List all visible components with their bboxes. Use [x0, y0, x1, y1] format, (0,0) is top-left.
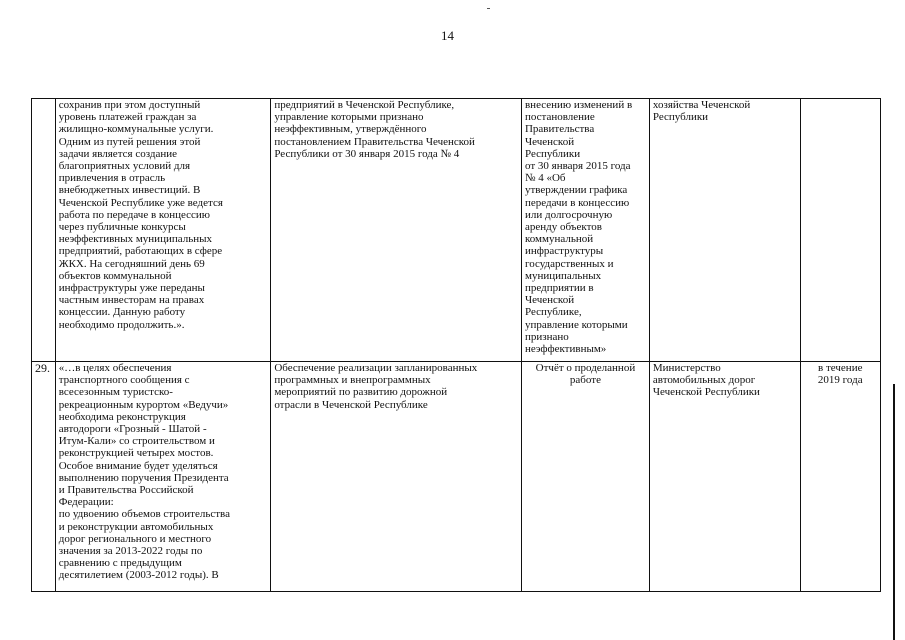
form-text: внесению изменений в постановление Правительства Чеченской Республики от 30 января 2015 года № 4 «Об утверждении графика передачи в концессию или долгосрочную аренду объектов коммунальной инфраструктуры государственных и муниципальных предприятии в Чеченской Республике, управление которыми признано неэффективным» — [524, 99, 633, 356]
event-cell — [271, 362, 522, 592]
event-text: предприятий в Чеченской Республике, управление которыми признано неэффективным, утверждённого постановлением Правительства Чеченской Республики от 30 января 2015 года № 4 — [274, 99, 475, 160]
term-text: в течение 2019 года — [817, 362, 863, 387]
responsible-text: Министерство автомобильных дорог Чеченской Республики — [652, 362, 760, 399]
responsible-cell — [649, 362, 800, 592]
term-cell — [800, 362, 881, 592]
row-number-cell — [32, 362, 56, 592]
form-cell — [521, 362, 649, 592]
term-cell — [800, 99, 881, 362]
event-text: Обеспечение реализации запланированных программных и внепрограммных мероприятий по развитию дорожной отрасли в Чеченской Республике — [274, 362, 478, 411]
form-cell — [521, 99, 649, 362]
quote-cell — [55, 99, 271, 362]
page-number: 14 — [441, 28, 454, 43]
row-number: 29. — [35, 361, 50, 375]
form-text: Отчёт о проделанной работе — [535, 362, 636, 387]
scan-edge-mark — [893, 384, 895, 640]
responsible-text: хозяйства Чеченской Республики — [652, 99, 751, 124]
table-row — [32, 362, 881, 592]
scan-mark — [487, 8, 490, 9]
quote-text: «…в целях обеспечения транспортного сообщения с всесезонным туристско- рекреационным курортом «Ведучи» необходима реконструкция автодороги «Грозный - Шатой - Итум-Кали» со строительством и реконструкцией четырех мостов. Особое внимание будет уделяться выполнению поручения Президента и Правительства Российской Федерации: по удвоению объемов строительства и реконструкции автомобильных дорог регионального и местного значения за 2013-2022 годы по сравнению с предыдущим десятилетием (2003-2012 годы). В — [58, 362, 230, 582]
plan-table — [31, 98, 881, 592]
quote-text: сохранив при этом доступный уровень платежей граждан за жилищно-коммунальные услуги. Одним из путей решения этой задачи является создание благоприятных условий для привлечения в отрасль внебюджетных инвестиций. В Чеченской Республике уже ведется работа по передаче в концессию через публичные конкурсы неэффективных муниципальных предприятий, работающих в сфере ЖКХ. На сегодняшний день 69 объектов коммунальной инфраструктуры уже переданы частным инвесторам на правах концессии. Данную работу необходимо продолжить.». — [58, 99, 223, 331]
row-number-cell — [32, 99, 56, 362]
event-cell — [271, 99, 522, 362]
quote-cell — [55, 362, 271, 592]
responsible-cell — [649, 99, 800, 362]
table-row — [32, 99, 881, 362]
